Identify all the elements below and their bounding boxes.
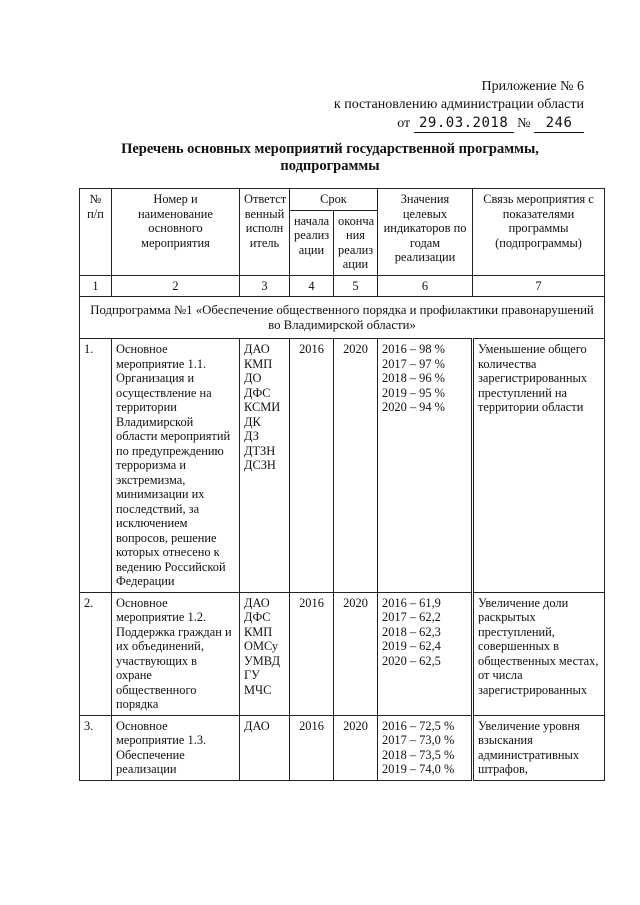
row-start: 2016: [290, 339, 334, 593]
number-label: №: [517, 116, 531, 131]
col-number: 6: [378, 275, 473, 297]
row-link: Увеличение доли раскрытых преступлений, совершенных в общественных местах, от числа зарегистрированных: [473, 592, 605, 715]
document-title: [60, 141, 600, 175]
col-number: 7: [473, 275, 605, 297]
from-label: от: [397, 116, 411, 131]
table-row: [80, 339, 605, 593]
header-indicators: Значения целевых индикаторов по годам реализации: [378, 189, 473, 276]
appendix-header: [334, 78, 584, 133]
row-name: Основное мероприятие 1.3. Обеспечение реализации: [112, 715, 240, 780]
resolution-date-line: [334, 114, 584, 133]
row-name: Основное мероприятие 1.2. Поддержка граждан и их объединений, участвующих в охране общественного порядка: [112, 592, 240, 715]
row-num: 1.: [80, 339, 112, 593]
row-start: 2016: [290, 592, 334, 715]
col-number: 2: [112, 275, 240, 297]
resolution-number: 246: [534, 114, 584, 133]
header-term: Срок: [290, 189, 378, 211]
table-row: [80, 592, 605, 715]
row-end: 2020: [334, 339, 378, 593]
row-end: 2020: [334, 592, 378, 715]
row-indicators: 2016 – 72,5 % 2017 – 73,0 % 2018 – 73,5 % 2019 – 74,0 %: [378, 715, 473, 780]
resolution-date: 29.03.2018: [414, 114, 514, 133]
row-link: Увеличение уровня взыскания административных штрафов,: [473, 715, 605, 780]
row-responsible: ДАО ДФС КМП ОМСу УМВД ГУ МЧС: [240, 592, 290, 715]
row-responsible: ДАО: [240, 715, 290, 780]
subprogram-row: [80, 297, 605, 339]
header-end: оконча ния реализ ации: [334, 210, 378, 275]
row-link: Уменьшение общего количества зарегистрированных преступлений на территории области: [473, 339, 605, 593]
col-number: 4: [290, 275, 334, 297]
header-responsible: Ответст венный исполн итель: [240, 189, 290, 276]
row-end: 2020: [334, 715, 378, 780]
col-number: 5: [334, 275, 378, 297]
header-link: Связь мероприятия с показателями программы (подпрограммы): [473, 189, 605, 276]
appendix-label: Приложение № 6: [481, 79, 584, 94]
row-num: 2.: [80, 592, 112, 715]
row-indicators: 2016 – 61,9 2017 – 62,2 2018 – 62,3 2019 – 62,4 2020 – 62,5: [378, 592, 473, 715]
header-start: начала реализ ации: [290, 210, 334, 275]
header-num: № п/п: [80, 189, 112, 276]
title-line-2: подпрограммы: [280, 158, 380, 174]
column-number-row: [80, 275, 605, 297]
subprogram-title: Подпрограмма №1 «Обеспечение общественного порядка и профилактики правонарушений во Владимирской области»: [80, 297, 605, 339]
row-indicators: 2016 – 98 % 2017 – 97 % 2018 – 96 % 2019 – 95 % 2020 – 94 %: [378, 339, 473, 593]
title-line-1: Перечень основных мероприятий государственной программы,: [121, 141, 539, 157]
table-row: [80, 715, 605, 780]
row-name: Основное мероприятие 1.1. Организация и осуществление на территории Владимирской области мероприятий по предупреждению терроризма и экстремизма, минимизации их последствий, за исключением вопросов, решение которых отнесено к ведению Российской Федерации: [112, 339, 240, 593]
measures-table: [79, 188, 605, 781]
header-row-1: [80, 189, 605, 211]
col-number: 3: [240, 275, 290, 297]
row-num: 3.: [80, 715, 112, 780]
row-start: 2016: [290, 715, 334, 780]
resolution-reference: к постановлению администрации области: [333, 97, 584, 112]
header-name: Номер и наименование основного мероприятия: [112, 189, 240, 276]
col-number: 1: [80, 275, 112, 297]
row-responsible: ДАО КМП ДО ДФС КСМИ ДК ДЗ ДТЗН ДСЗН: [240, 339, 290, 593]
